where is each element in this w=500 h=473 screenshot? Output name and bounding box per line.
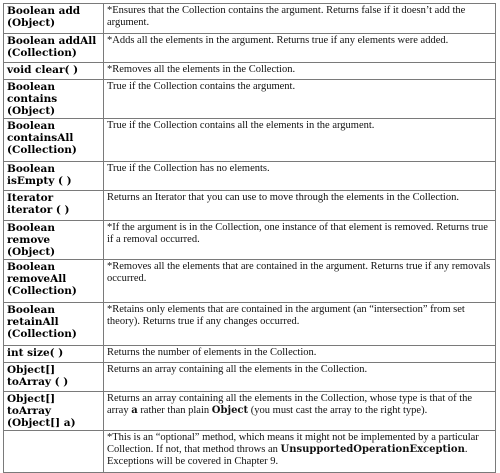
description-text: *This is an “optional” method, which means it might not be implemented by a particular Collection. If not, that method throws an bbox=[107, 432, 479, 455]
method-description: *Removes all the elements in the Collection. bbox=[104, 63, 496, 80]
table-row bbox=[4, 80, 496, 119]
description-text: Returns an array containing all the elements in the Collection, whose type is that of the array bbox=[107, 393, 473, 416]
method-description: *Retains only elements that are contained in the argument (an “intersection” from set theory). Returns true if any changes occurred. bbox=[104, 303, 496, 346]
table-row bbox=[4, 162, 496, 191]
table-row bbox=[4, 63, 496, 80]
method-signature bbox=[4, 431, 104, 473]
code-term: Object bbox=[211, 405, 249, 416]
method-description: *If the argument is in the Collection, one instance of that element is removed. Returns true if a removal occurred. bbox=[104, 221, 496, 260]
method-description: True if the Collection contains the argument. bbox=[104, 80, 496, 119]
table-row bbox=[4, 4, 496, 34]
footnote bbox=[104, 431, 496, 473]
method-description: *Ensures that the Collection contains the argument. Returns false if it doesn’t add the argument. bbox=[104, 4, 496, 34]
table-row bbox=[4, 303, 496, 346]
method-signature: Boolean isEmpty ( ) bbox=[4, 162, 104, 191]
method-signature: Boolean contains (Object) bbox=[4, 80, 104, 119]
table-row bbox=[4, 191, 496, 221]
method-signature: Iterator iterator ( ) bbox=[4, 191, 104, 221]
method-description: Returns the number of elements in the Collection. bbox=[104, 346, 496, 363]
description-text: rather than plain bbox=[137, 405, 212, 416]
table-row bbox=[4, 431, 496, 473]
description-text: . Exceptions will be covered in Chapter 9. bbox=[107, 444, 468, 467]
method-signature: int size( ) bbox=[4, 346, 104, 363]
table-row bbox=[4, 392, 496, 431]
method-signature: Boolean removeAll (Collection) bbox=[4, 260, 104, 303]
code-term: a bbox=[131, 405, 138, 416]
table-row bbox=[4, 363, 496, 392]
method-description: True if the Collection contains all the elements in the argument. bbox=[104, 119, 496, 162]
method-signature: Boolean addAll (Collection) bbox=[4, 34, 104, 63]
code-term: UnsupportedOperationException bbox=[280, 444, 465, 455]
method-signature: Object[] toArray (Object[] a) bbox=[4, 392, 104, 431]
method-description: *Adds all the elements in the argument. Returns true if any elements were added. bbox=[104, 34, 496, 63]
method-description: Returns an array containing all the elements in the Collection. bbox=[104, 363, 496, 392]
description-text: (you must cast the array to the right type). bbox=[248, 405, 428, 416]
method-signature: Object[] toArray ( ) bbox=[4, 363, 104, 392]
table-row bbox=[4, 34, 496, 63]
table-row bbox=[4, 260, 496, 303]
method-signature: Boolean retainAll (Collection) bbox=[4, 303, 104, 346]
method-signature: void clear( ) bbox=[4, 63, 104, 80]
collection-methods-table bbox=[3, 3, 496, 473]
method-description: True if the Collection has no elements. bbox=[104, 162, 496, 191]
method-description: *Removes all the elements that are contained in the argument. Returns true if any removals occurred. bbox=[104, 260, 496, 303]
table-row bbox=[4, 346, 496, 363]
method-description bbox=[104, 392, 496, 431]
method-description: Returns an Iterator that you can use to move through the elements in the Collection. bbox=[104, 191, 496, 221]
method-signature: Boolean add (Object) bbox=[4, 4, 104, 34]
method-signature: Boolean containsAll (Collection) bbox=[4, 119, 104, 162]
table-row bbox=[4, 221, 496, 260]
table-row bbox=[4, 119, 496, 162]
method-signature: Boolean remove (Object) bbox=[4, 221, 104, 260]
